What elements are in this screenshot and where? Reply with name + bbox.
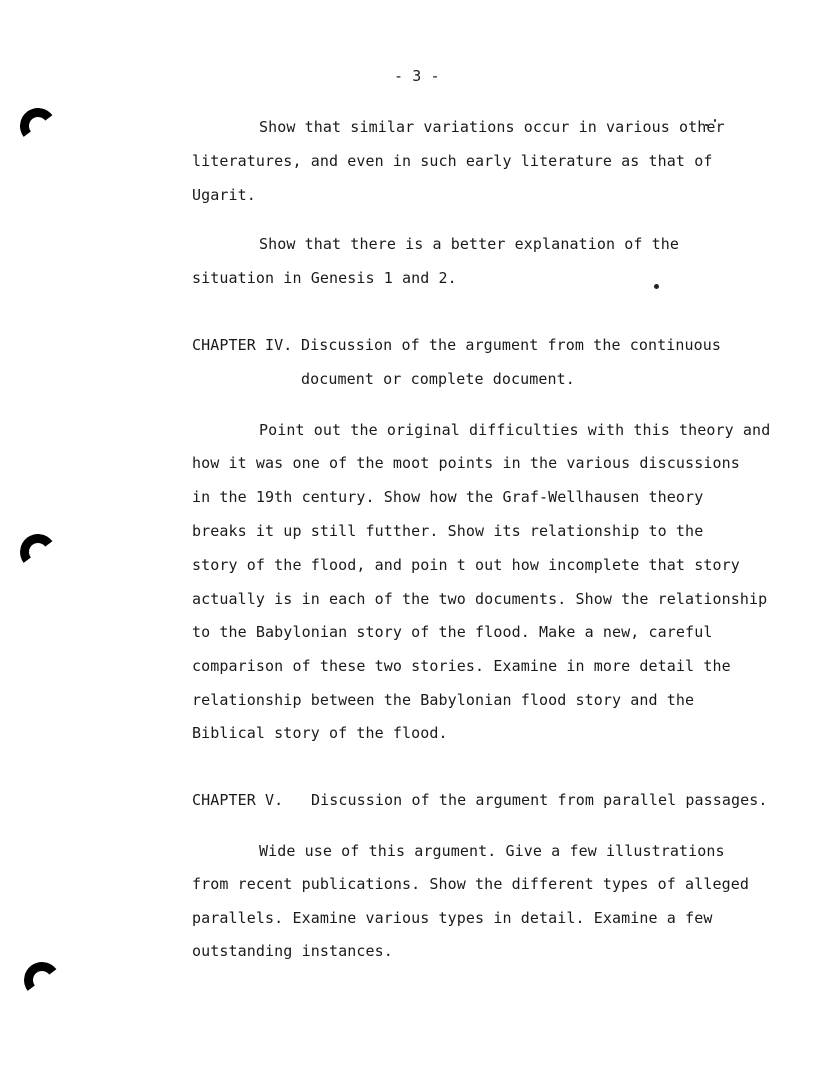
paragraph-line: Show that there is a better explanation of the	[259, 235, 680, 253]
paragraph-line: story of the flood, and poin t out how incomplete that story	[192, 556, 740, 574]
chapter-4-title: Discussion of the argument from the continuous	[301, 336, 722, 354]
paragraph-line: Point out the original difficulties with this theory and	[259, 421, 771, 439]
paragraph-line: Show that similar variations occur in various other	[259, 118, 725, 136]
paragraph-line: situation in Genesis 1 and 2.	[192, 269, 457, 287]
paragraph-line: relationship between the Babylonian flood story and the	[192, 691, 695, 709]
paragraph-line: literatures, and even in such early literature as that of	[192, 152, 713, 170]
paragraph-line: outstanding instances.	[192, 942, 393, 960]
punch-hole-mark-top	[18, 106, 59, 147]
paragraph-line: Biblical story of the flood.	[192, 724, 448, 742]
paragraph-line: in the 19th century. Show how the Graf-Wellhausen theory	[192, 488, 704, 506]
chapter-5-label: CHAPTER V.	[192, 791, 284, 809]
page-number: - 3 -	[394, 67, 440, 85]
chapter-4-title: document or complete document.	[301, 370, 575, 388]
paragraph-line: actually is in each of the two documents. Show the relationship	[192, 590, 768, 608]
chapter-4-label: CHAPTER IV.	[192, 336, 293, 354]
ink-speck	[654, 284, 659, 289]
paragraph-line: comparison of these two stories. Examine in more detail the	[192, 657, 731, 675]
paragraph-line: from recent publications. Show the different types of alleged	[192, 875, 749, 893]
paragraph-line: parallels. Examine various types in detail. Examine a few	[192, 909, 713, 927]
paragraph-line: to the Babylonian story of the flood. Make a new, careful	[192, 623, 713, 641]
paragraph-line: how it was one of the moot points in the various discussions	[192, 454, 740, 472]
chapter-5-title: Discussion of the argument from parallel passages.	[311, 791, 768, 809]
punch-hole-mark-middle	[18, 532, 59, 573]
paragraph-line: Ugarit.	[192, 186, 256, 204]
paragraph-line: breaks it up still futther. Show its relationship to the	[192, 522, 704, 540]
paragraph-line: Wide use of this argument. Give a few illustrations	[259, 842, 725, 860]
punch-hole-mark-bottom	[22, 960, 63, 1001]
